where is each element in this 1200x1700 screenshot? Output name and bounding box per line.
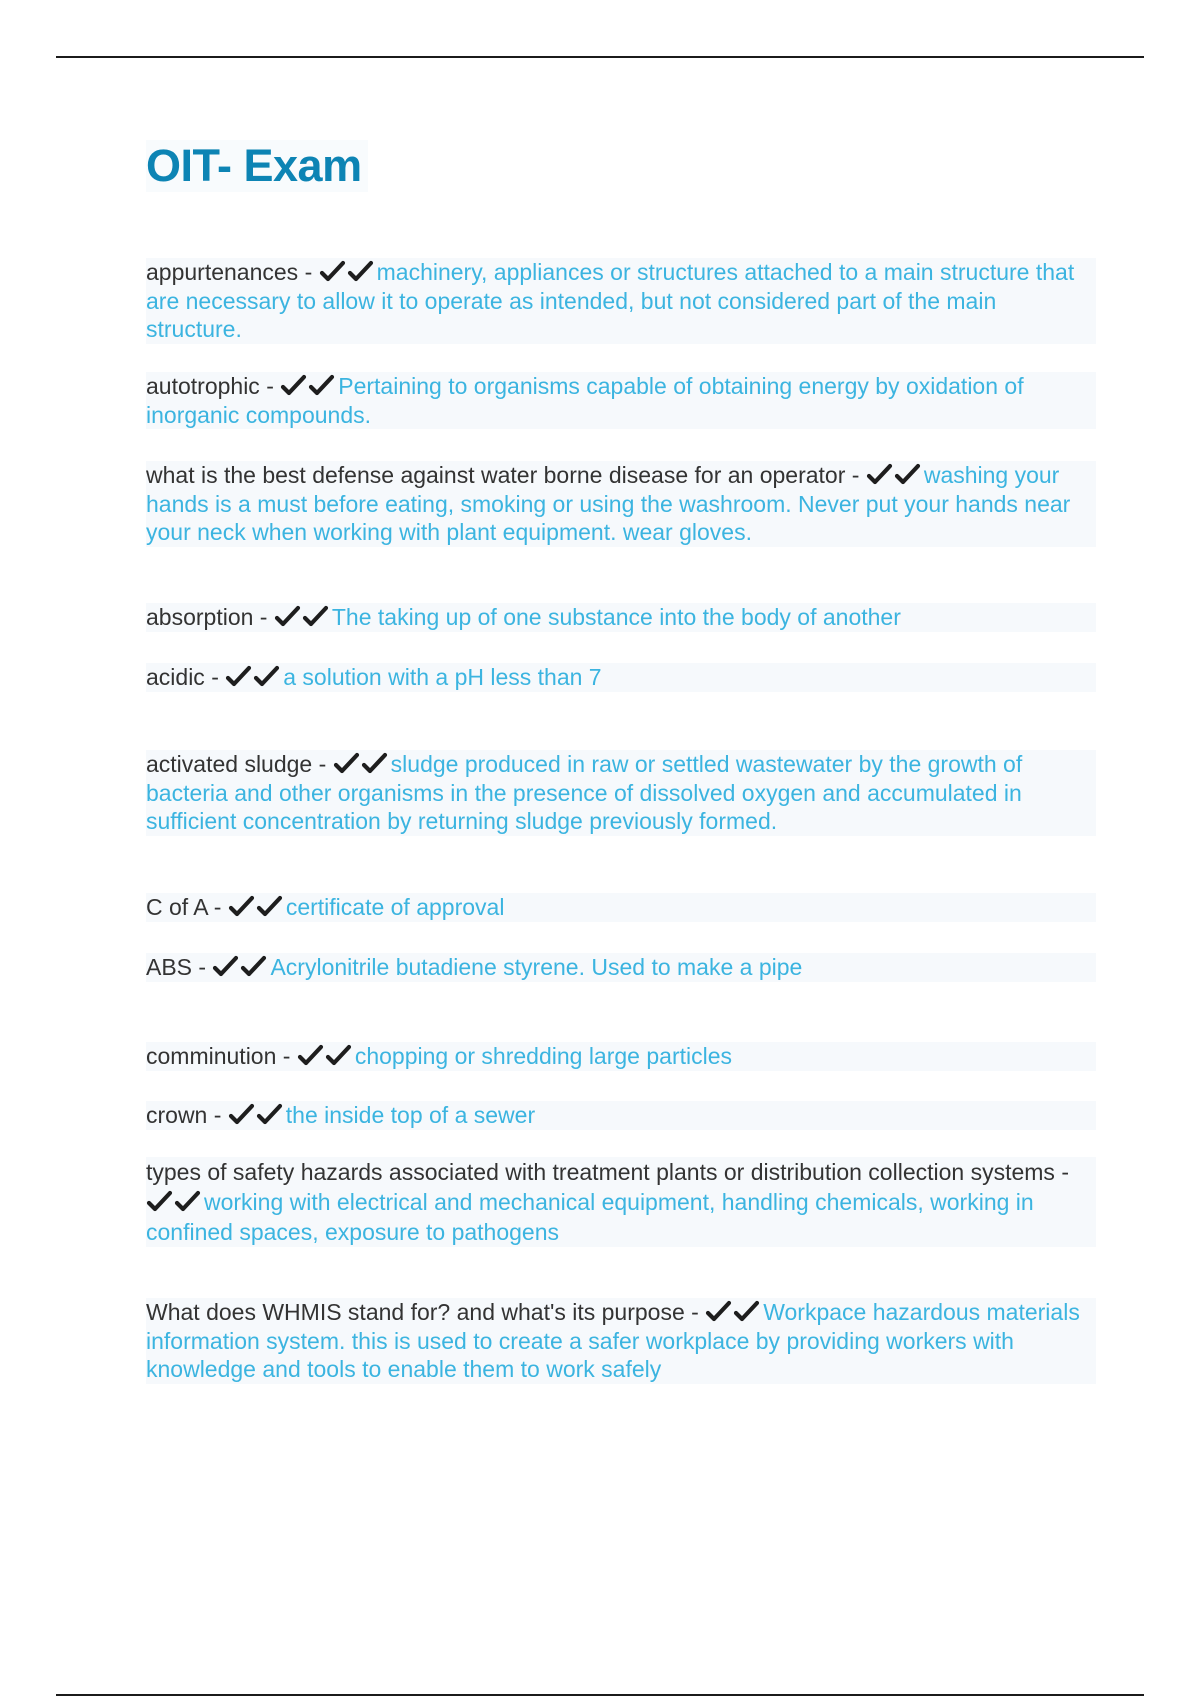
entry-term: absorption -	[146, 604, 268, 630]
check-pair	[705, 1298, 761, 1327]
qa-entry	[146, 372, 1096, 429]
check-icon	[174, 1190, 202, 1214]
check-icon	[894, 463, 922, 487]
document-title: OIT- Exam	[146, 140, 368, 192]
entry-term: acidic -	[146, 664, 219, 690]
entry-answer: Acrylonitrile butadiene styrene. Used to make a pipe	[270, 954, 803, 980]
check-icon	[333, 752, 361, 776]
check-pair	[146, 1187, 202, 1217]
check-icon	[256, 1103, 284, 1127]
check-icon	[319, 260, 347, 284]
check-pair	[319, 258, 375, 287]
check-icon	[733, 1300, 761, 1324]
check-icon	[274, 605, 302, 629]
entry-term: ABS -	[146, 954, 207, 980]
entry-term: autotrophic -	[146, 373, 274, 399]
check-icon	[240, 955, 268, 979]
entry-answer: sludge produced in raw or settled wastewater by the growth of bacteria and other organisms in the presence of dissolved oxygen and accumulated in sufficient concentration by returning sludge previously formed.	[146, 751, 1023, 834]
check-icon	[212, 955, 240, 979]
check-icon	[146, 1190, 174, 1214]
check-icon	[866, 463, 894, 487]
qa-entry	[146, 258, 1096, 344]
entry-term: what is the best defense against water borne disease for an operator -	[146, 462, 860, 488]
check-icon	[347, 260, 375, 284]
check-icon	[325, 1044, 353, 1068]
check-icon	[280, 374, 308, 398]
qa-entry	[146, 603, 1096, 632]
entry-answer: a solution with a pH less than 7	[283, 664, 602, 690]
check-pair	[280, 372, 336, 401]
check-pair	[866, 461, 922, 490]
entry-term: crown -	[146, 1102, 222, 1128]
entry-answer: machinery, appliances or structures attached to a main structure that are necessary to allow it to operate as intended, but not considered part of the main structure.	[146, 259, 1075, 342]
qa-entry	[146, 1101, 1096, 1130]
entry-term: C of A -	[146, 894, 222, 920]
entry-term: What does WHMIS stand for? and what's its purpose -	[146, 1299, 699, 1325]
entry-answer: Pertaining to organisms capable of obtaining energy by oxidation of inorganic compounds.	[146, 373, 1024, 428]
qa-entry	[146, 1298, 1096, 1384]
header-rule	[56, 56, 1144, 58]
qa-entry	[146, 953, 1096, 982]
entry-term: appurtenances -	[146, 259, 313, 285]
entry-answer: washing your hands is a must before eating, smoking or using the washroom. Never put your hands near your neck when working with plant equipment. wear gloves.	[146, 462, 1071, 545]
qa-entry	[146, 663, 1096, 692]
entry-term: comminution -	[146, 1043, 291, 1069]
check-icon	[253, 665, 281, 689]
document-body	[146, 140, 1106, 1382]
check-icon	[228, 1103, 256, 1127]
check-icon	[302, 605, 330, 629]
check-pair	[274, 603, 330, 632]
qa-entry	[146, 750, 1096, 836]
entry-term: types of safety hazards associated with treatment plants or distribution collection systems -	[146, 1159, 1069, 1185]
entry-answer: Workpace hazardous materials information system. this is used to create a safer workplace by providing workers with knowledge and tools to enable them to work safely	[146, 1299, 1080, 1382]
entry-answer: chopping or shredding large particles	[354, 1043, 733, 1069]
check-pair	[225, 663, 281, 692]
check-icon	[228, 895, 256, 919]
entry-answer: certificate of approval	[285, 894, 505, 920]
footer-rule	[56, 1694, 1144, 1696]
check-pair	[212, 953, 268, 982]
qa-entry	[146, 893, 1096, 922]
check-icon	[308, 374, 336, 398]
check-icon	[225, 665, 253, 689]
check-pair	[228, 1101, 284, 1130]
entry-answer: working with electrical and mechanical equipment, handling chemicals, working in confined spaces, exposure to pathogens	[146, 1189, 1034, 1245]
qa-entry	[146, 461, 1096, 547]
check-icon	[297, 1044, 325, 1068]
check-pair	[333, 750, 389, 779]
qa-entry	[146, 1042, 1096, 1071]
check-pair	[297, 1042, 353, 1071]
entry-answer: The taking up of one substance into the body of another	[331, 604, 901, 630]
entry-answer: the inside top of a sewer	[285, 1102, 536, 1128]
check-icon	[361, 752, 389, 776]
check-icon	[705, 1300, 733, 1324]
qa-entry	[146, 1157, 1096, 1247]
entry-term: activated sludge -	[146, 751, 327, 777]
check-icon	[256, 895, 284, 919]
check-pair	[228, 893, 284, 922]
